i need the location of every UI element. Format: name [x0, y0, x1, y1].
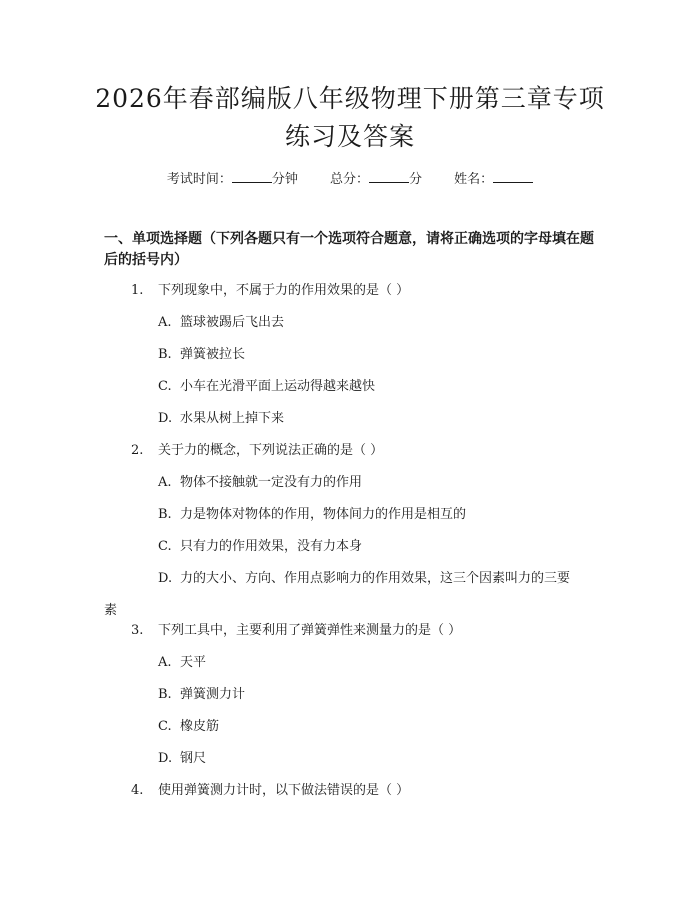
option-text: 篮球被踢后飞出去	[180, 315, 285, 330]
question-number: 3.	[131, 623, 144, 638]
option-2b	[158, 506, 466, 524]
option-text: 物体不接触就一定没有力的作用	[180, 475, 363, 490]
exam-time-label: 考试时间：	[166, 172, 232, 187]
option-letter: C.	[158, 539, 172, 554]
question-3	[131, 622, 461, 640]
option-2d	[104, 570, 596, 620]
option-letter: A.	[158, 315, 172, 330]
option-text: 弹簧测力计	[180, 687, 246, 702]
option-2a	[158, 474, 362, 492]
option-letter: D.	[158, 571, 173, 586]
section-heading: 一、单项选择题（下列各题只有一个选项符合题意，请将正确选项的字母填在题后的括号内）	[104, 231, 594, 268]
option-letter: C.	[158, 719, 172, 734]
option-3a	[158, 654, 206, 672]
exam-time-unit: 分钟	[271, 172, 298, 187]
option-text: 天平	[180, 655, 207, 670]
question-number: 2.	[131, 443, 144, 458]
option-text: 橡皮筋	[180, 719, 220, 734]
option-2c	[158, 538, 362, 556]
question-number: 1.	[131, 283, 144, 298]
question-number: 4.	[131, 783, 144, 798]
option-1a	[158, 314, 284, 332]
student-name	[454, 168, 533, 190]
option-letter: A.	[158, 475, 172, 490]
option-text: 只有力的作用效果，没有力本身	[180, 539, 363, 554]
question-1	[131, 282, 409, 300]
option-text: 弹簧被拉长	[180, 347, 246, 362]
option-letter: D.	[158, 411, 173, 426]
option-1c	[158, 378, 375, 396]
option-letter: D.	[158, 751, 173, 766]
option-1b	[158, 346, 245, 364]
option-letter: B.	[158, 507, 172, 522]
total-score	[330, 168, 422, 190]
option-letter: A.	[158, 655, 172, 670]
question-text: 下列工具中，主要利用了弹簧弹性来测量力的是（ ）	[158, 623, 462, 638]
page-title: 2026年春部编版八年级物理下册第三章专项	[95, 84, 605, 113]
question-text: 关于力的概念，下列说法正确的是（ ）	[158, 443, 384, 458]
option-text: 力是物体对物体的作用，物体间力的作用是相互的	[180, 507, 467, 522]
question-2	[131, 442, 383, 460]
student-name-label: 姓名：	[454, 172, 494, 187]
option-1d	[158, 410, 284, 428]
option-text-continued: 素	[104, 603, 118, 618]
exam-meta	[0, 168, 700, 190]
option-3b	[158, 686, 245, 704]
total-score-blank	[369, 168, 409, 183]
option-text: 力的大小、方向、作用点影响力的作用效果，这三个因素叫力的三要	[180, 571, 571, 586]
question-text: 使用弹簧测力计时，以下做法错误的是（ ）	[158, 783, 410, 798]
option-letter: B.	[158, 347, 172, 362]
option-text: 钢尺	[180, 751, 207, 766]
exam-time	[167, 168, 298, 190]
total-score-unit: 分	[409, 172, 423, 187]
option-3d	[158, 750, 206, 768]
option-text: 水果从树上掉下来	[180, 411, 285, 426]
question-text: 下列现象中，不属于力的作用效果的是（ ）	[158, 283, 410, 298]
student-name-blank	[493, 168, 533, 183]
page-title-line2: 练习及答案	[284, 122, 415, 151]
total-score-label: 总分：	[329, 172, 369, 187]
question-4	[131, 782, 409, 800]
exam-time-blank	[232, 168, 272, 183]
option-letter: B.	[158, 687, 172, 702]
option-3c	[158, 718, 219, 736]
option-text: 小车在光滑平面上运动得越来越快	[180, 379, 376, 394]
option-letter: C.	[158, 379, 172, 394]
